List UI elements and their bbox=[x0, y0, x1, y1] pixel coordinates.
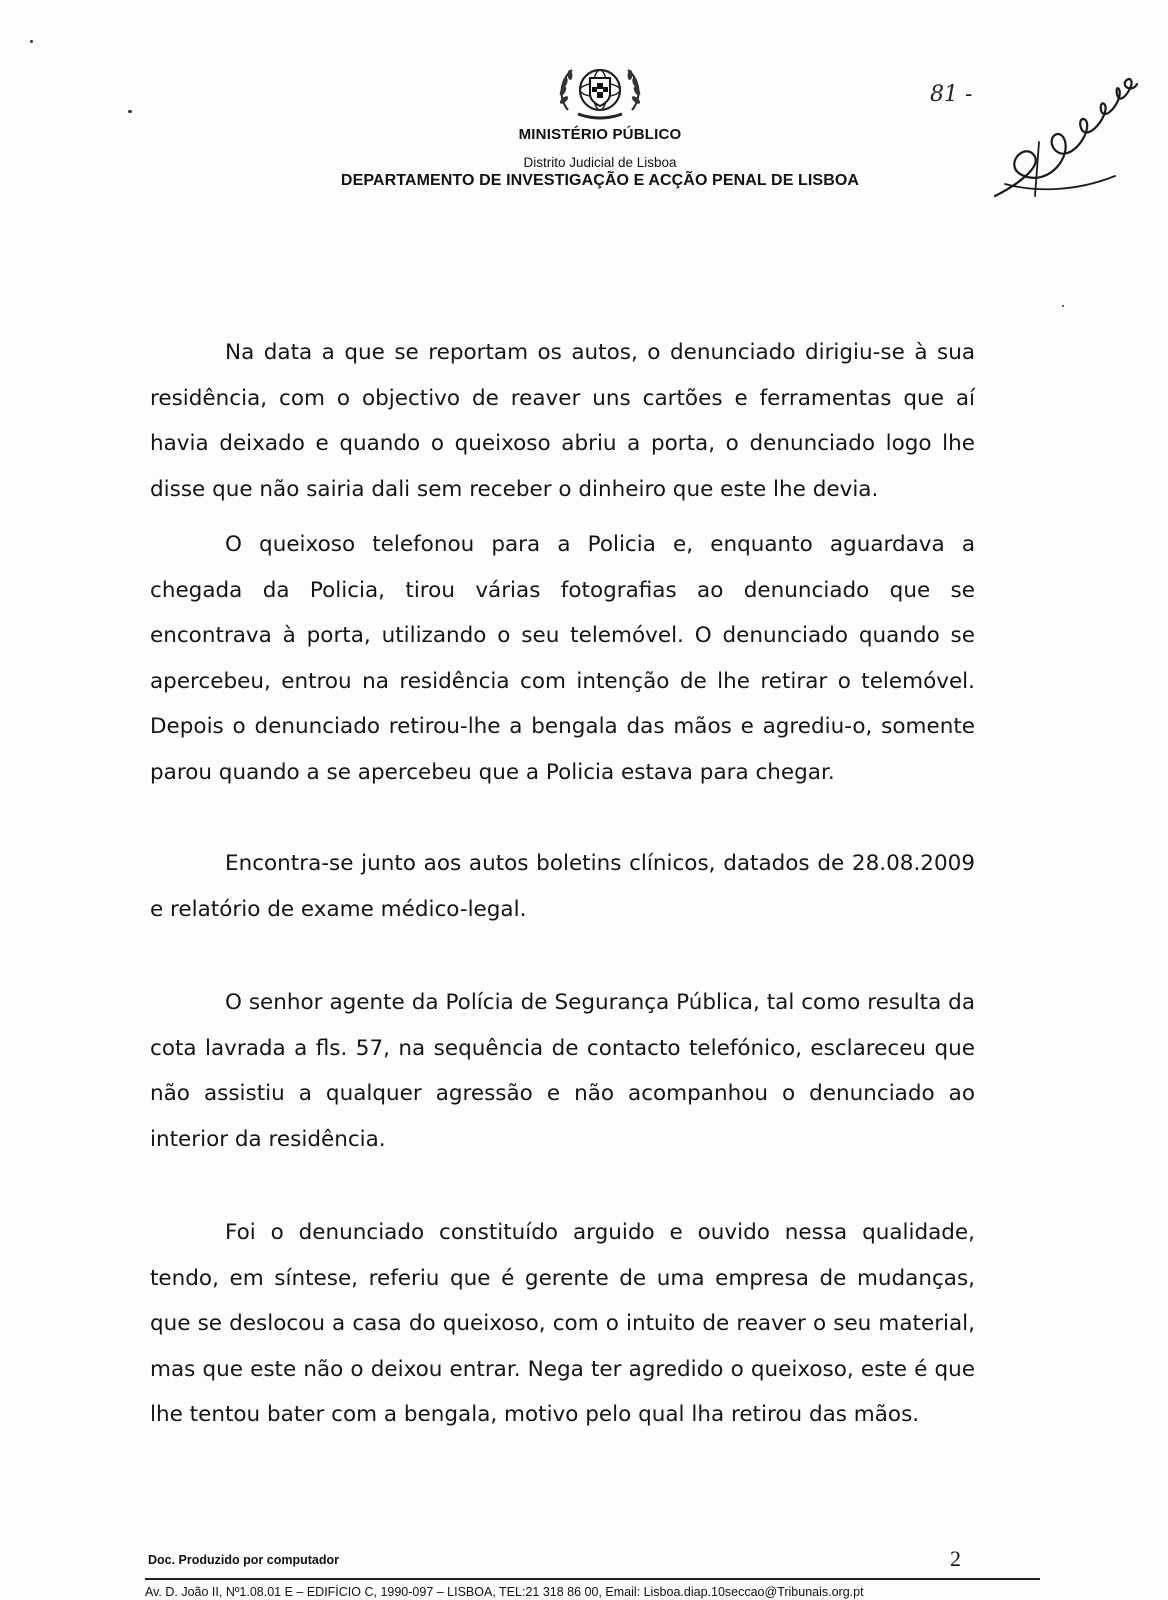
department-name: DEPARTAMENTO DE INVESTIGAÇÃO E ACÇÃO PENAL DE LISBOA bbox=[340, 172, 860, 189]
coat-of-arms-icon bbox=[550, 58, 650, 124]
footer-divider bbox=[145, 1578, 1040, 1580]
letterhead bbox=[300, 58, 900, 190]
page-number: 2 bbox=[950, 1546, 961, 1571]
ministry-name: MINISTÉRIO PÚBLICO bbox=[518, 126, 682, 143]
footer-address: Av. D. João II, Nº1.08.01 E – EDIFÍCIO C, 1990-097 – LISBOA, TEL:21 318 86 00, Email: Lisboa.diap.10seccao@Tribunais.org.pt bbox=[145, 1585, 864, 1599]
paragraph-3: Encontra-se junto aos autos boletins clínicos, datados de 28.08.2009 e relatório de exame médico-legal. bbox=[150, 851, 975, 922]
paragraph-1: Na data a que se reportam os autos, o denunciado dirigiu-se à sua residência, com o objectivo de reaver uns cartões e ferramentas que aí havia deixado e quando o queixoso abriu a porta, o denunciado logo lhe disse que não sairia dali sem receber o dinheiro que este lhe devia. bbox=[150, 340, 975, 502]
paragraph-5: Foi o denunciado constituído arguido e ouvido nessa qualidade, tendo, em síntese, referiu que é gerente de uma empresa de mudanças, que se deslocou a casa do queixoso, com o intuito de reaver o seu material, mas que este não o deixou entrar. Nega ter agredido o queixoso, este é que lhe tentou bater com a bengala, motivo pelo qual lha retirou das mãos. bbox=[150, 1220, 975, 1427]
paragraph-4: O senhor agente da Polícia de Segurança Pública, tal como resulta da cota lavrada a fls. 57, na sequência de contacto telefónico, esclareceu que não assistiu a qualquer agressão e não acompanhou o denunciado ao interior da residência. bbox=[150, 990, 975, 1152]
handwritten-signature-icon bbox=[975, 46, 1145, 216]
document-body bbox=[150, 330, 975, 1438]
judicial-district: Distrito Judicial de Lisboa bbox=[523, 155, 677, 170]
scan-speck bbox=[128, 110, 132, 113]
scan-speck bbox=[30, 40, 33, 43]
paragraph-2: O queixoso telefonou para a Policia e, enquanto aguardava a chegada da Policia, tirou várias fotografias ao denunciado que se encontrava à porta, utilizando o seu telemóvel. O denunciado quando se apercebeu, entrou na residência com intenção de lhe retirar o telemóvel. Depois o denunciado retirou-lhe a bengala das mãos e agrediu-o, somente parou quando a se apercebeu que a Policia estava para chegar. bbox=[150, 532, 975, 785]
scan-speck bbox=[1062, 305, 1064, 307]
handwritten-page-marker: 81 - bbox=[930, 82, 973, 107]
footer-note: Doc. Produzido por computador bbox=[148, 1553, 339, 1567]
